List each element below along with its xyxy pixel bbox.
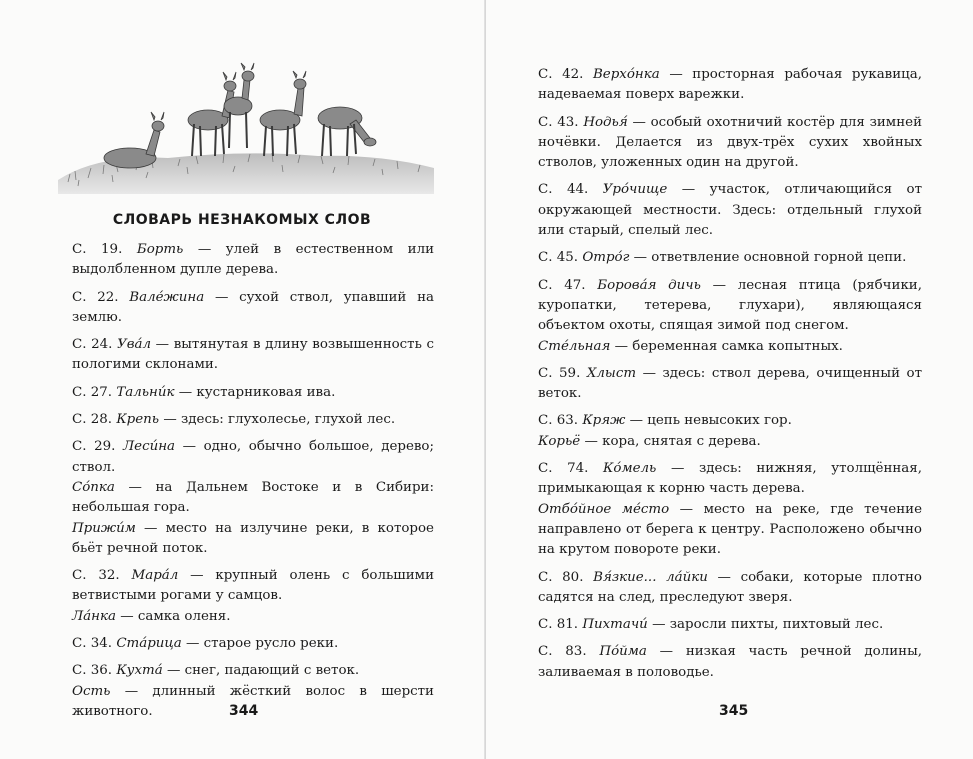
glossary-definition: — здесь: глухолесье, глухой лес. (159, 412, 396, 428)
page-reference: С. 81. (538, 617, 583, 633)
glossary-entry (72, 437, 434, 559)
glossary-definition: — здесь: ствол дерева, очищенный от веток. (538, 365, 923, 402)
glossary-entry (72, 383, 434, 403)
glossary-line (72, 288, 434, 329)
glossary-definition: — просторная рабочая рукавица, надеваемая поверх варежки. (538, 67, 922, 103)
glossary-term: Уро́чище (602, 182, 668, 198)
glossary-term: Кухта́ (116, 663, 163, 679)
glossary-term: Вя́зкие... ла́йки (593, 569, 708, 585)
glossary-entry (72, 240, 434, 281)
glossary-column-left (72, 240, 434, 722)
page-reference: С. 44. (538, 182, 603, 198)
entry-gap (538, 173, 922, 180)
page-reference: С. 24. (72, 337, 118, 353)
glossary-line (538, 364, 922, 405)
glossary-definition: — снег, падающий с веток. (162, 663, 360, 679)
glossary-definition: — участок, отличающийся от окружающей местности. Здесь: отдельный глухой или старый, спелый лес. (538, 182, 922, 239)
glossary-term: Борть (136, 242, 184, 257)
page-reference: С. 34. (72, 636, 117, 652)
page-reference: С. 47. (538, 277, 598, 293)
page-reference: С. 59. (538, 365, 587, 381)
glossary-line (538, 411, 922, 431)
page-reference: С. 42. (538, 67, 593, 82)
glossary-term: Отбо́йное ме́сто (538, 501, 670, 517)
glossary-entry (538, 180, 922, 241)
glossary-term: Ува́л (117, 337, 152, 353)
page-reference: С. 22. (72, 289, 130, 305)
glossary-definition: — место на излучине реки, в которое бьёт речной поток. (72, 520, 434, 556)
glossary-entry (72, 566, 434, 627)
glossary-term: Крепь (116, 412, 160, 428)
glossary-definition: — собаки, которые плотно садятся на след, преследуют зверя. (538, 569, 922, 605)
glossary-entry (538, 248, 922, 268)
glossary-column-right (538, 65, 922, 683)
glossary-definition: — самка оленя. (115, 608, 231, 624)
page-reference: С. 27. (72, 384, 117, 400)
glossary-title: СЛОВАРЬ НЕЗНАКОМЫХ СЛОВ (112, 212, 372, 228)
entry-gap (538, 241, 922, 248)
glossary-line (538, 500, 922, 561)
entry-gap (538, 106, 922, 113)
glossary-entry (538, 113, 922, 174)
glossary-line (538, 113, 922, 174)
glossary-line (72, 240, 434, 281)
glossary-definition: — низкая часть речной долины, заливаемая в половодье. (538, 644, 923, 680)
page-reference: С. 80. (538, 569, 594, 585)
glossary-term: Корьё (538, 433, 581, 449)
glossary-term: Ость (72, 683, 111, 699)
entry-gap (538, 452, 922, 459)
glossary-definition: — крупный олень с большими ветвистыми рогами у самцов. (72, 568, 434, 604)
glossary-entry (538, 642, 922, 683)
glossary-line (72, 383, 434, 403)
glossary-entry (72, 634, 434, 654)
glossary-line (538, 642, 922, 683)
glossary-entry (72, 288, 434, 329)
page-reference: С. 45. (538, 250, 583, 266)
entry-gap (72, 403, 434, 410)
glossary-line (538, 248, 922, 268)
glossary-line (72, 661, 434, 681)
entry-gap (72, 376, 434, 383)
glossary-definition: — вытянутая в длину возвышенность с пологими склонами. (72, 337, 434, 373)
glossary-entry (538, 411, 922, 452)
glossary-definition: — место на реке, где течение направлено от берега к центру. Расположено обычно на крутом повороте реки. (538, 501, 923, 558)
page-reference: С. 63. (538, 413, 583, 429)
glossary-definition: — лесная птица (рябчики, куропатки, тетерева, глухари), являющаяся объектом охоты, спящая зимой под снегом. (538, 277, 922, 334)
page-number-right: 345 (719, 703, 749, 719)
glossary-definition: — кора, снятая с дерева. (580, 433, 761, 449)
glossary-line (72, 566, 434, 607)
glossary-term: Тальни́к (116, 384, 175, 400)
glossary-definition: — цепь невысоких гор. (625, 413, 792, 429)
entry-gap (72, 281, 434, 288)
glossary-definition: — кустарниковая ива. (174, 384, 336, 400)
glossary-term: Прижи́м (72, 520, 136, 536)
glossary-term: Ко́мель (603, 461, 657, 477)
glossary-line (72, 410, 434, 430)
glossary-line (72, 478, 434, 519)
entry-gap (72, 559, 434, 566)
glossary-entry (538, 276, 922, 357)
glossary-entry (538, 459, 922, 560)
page-reference: С. 19. (72, 242, 137, 257)
glossary-definition: — здесь: нижняя, утолщённая, примыкающая к корню часть дерева. (538, 461, 922, 497)
glossary-definition: — особый охотничий костёр для зимней ночёвки. Делается из двух-трёх сухих хвойных стволов, уложенных один на другой. (538, 114, 922, 171)
page-reference: С. 28. (72, 412, 117, 428)
page-reference: С. 83. (538, 644, 600, 660)
glossary-term: Верхо́нка (592, 67, 660, 82)
glossary-term: Сте́льная (538, 338, 611, 354)
glossary-definition: — одно, обычно большое, дерево; ствол. (72, 439, 434, 475)
deer-illustration (58, 62, 434, 194)
glossary-line (72, 519, 434, 560)
glossary-term: Леси́на (123, 439, 176, 455)
glossary-term: Кряж (582, 413, 626, 429)
glossary-line (538, 65, 922, 106)
glossary-entry (538, 364, 922, 405)
glossary-term: Мара́л (131, 568, 179, 584)
entry-gap (538, 608, 922, 615)
glossary-line (538, 568, 922, 609)
glossary-line (72, 335, 434, 376)
glossary-entry (72, 410, 434, 430)
glossary-term: Борова́я дичь (597, 277, 701, 293)
entry-gap (72, 627, 434, 634)
glossary-term: Ла́нка (72, 608, 116, 624)
entry-gap (72, 430, 434, 437)
glossary-term: Отро́г (582, 250, 630, 266)
glossary-definition: — заросли пихты, пихтовый лес. (647, 617, 884, 633)
glossary-term: Со́пка (72, 479, 115, 495)
glossary-entry (538, 65, 922, 106)
glossary-term: Нодья́ (583, 114, 628, 130)
glossary-line (538, 180, 922, 241)
glossary-definition: — ответвление основной горной цепи. (629, 250, 907, 266)
page-reference: С. 29. (72, 439, 123, 455)
glossary-line (538, 432, 922, 452)
entry-gap (72, 328, 434, 335)
glossary-line (538, 276, 922, 337)
glossary-term: По́йма (599, 644, 647, 660)
glossary-entry (538, 568, 922, 609)
glossary-line (538, 459, 922, 500)
glossary-term: Ста́рица (116, 636, 182, 652)
glossary-term: Пихтачи́ (582, 617, 648, 633)
glossary-definition: — старое русло реки. (181, 636, 339, 652)
glossary-term: Хлыст (586, 365, 637, 381)
page-reference: С. 43. (538, 114, 584, 130)
page-reference: С. 36. (72, 663, 117, 679)
page-reference: С. 74. (538, 461, 604, 477)
glossary-definition: — сухой ствол, упавший на землю. (72, 289, 435, 325)
glossary-definition: — длинный жёсткий волос в шерсти животного. (72, 683, 434, 719)
glossary-line (538, 615, 922, 635)
entry-gap (538, 269, 922, 276)
glossary-line (72, 634, 434, 654)
glossary-definition: — улей в естественном или выдолбленном дупле дерева. (72, 242, 434, 278)
glossary-entry (538, 615, 922, 635)
glossary-definition: — беременная самка копытных. (610, 338, 843, 354)
entry-gap (72, 654, 434, 661)
glossary-entry (72, 335, 434, 376)
glossary-line (72, 437, 434, 478)
entry-gap (538, 635, 922, 642)
entry-gap (538, 357, 922, 364)
glossary-term: Вале́жина (129, 289, 205, 305)
entry-gap (538, 561, 922, 568)
entry-gap (538, 404, 922, 411)
glossary-line (538, 337, 922, 357)
page-number-left: 344 (229, 703, 259, 719)
glossary-line (72, 607, 434, 627)
page-reference: С. 32. (72, 568, 132, 584)
glossary-definition: — на Дальнем Востоке и в Сибири: небольшая гора. (72, 479, 434, 516)
